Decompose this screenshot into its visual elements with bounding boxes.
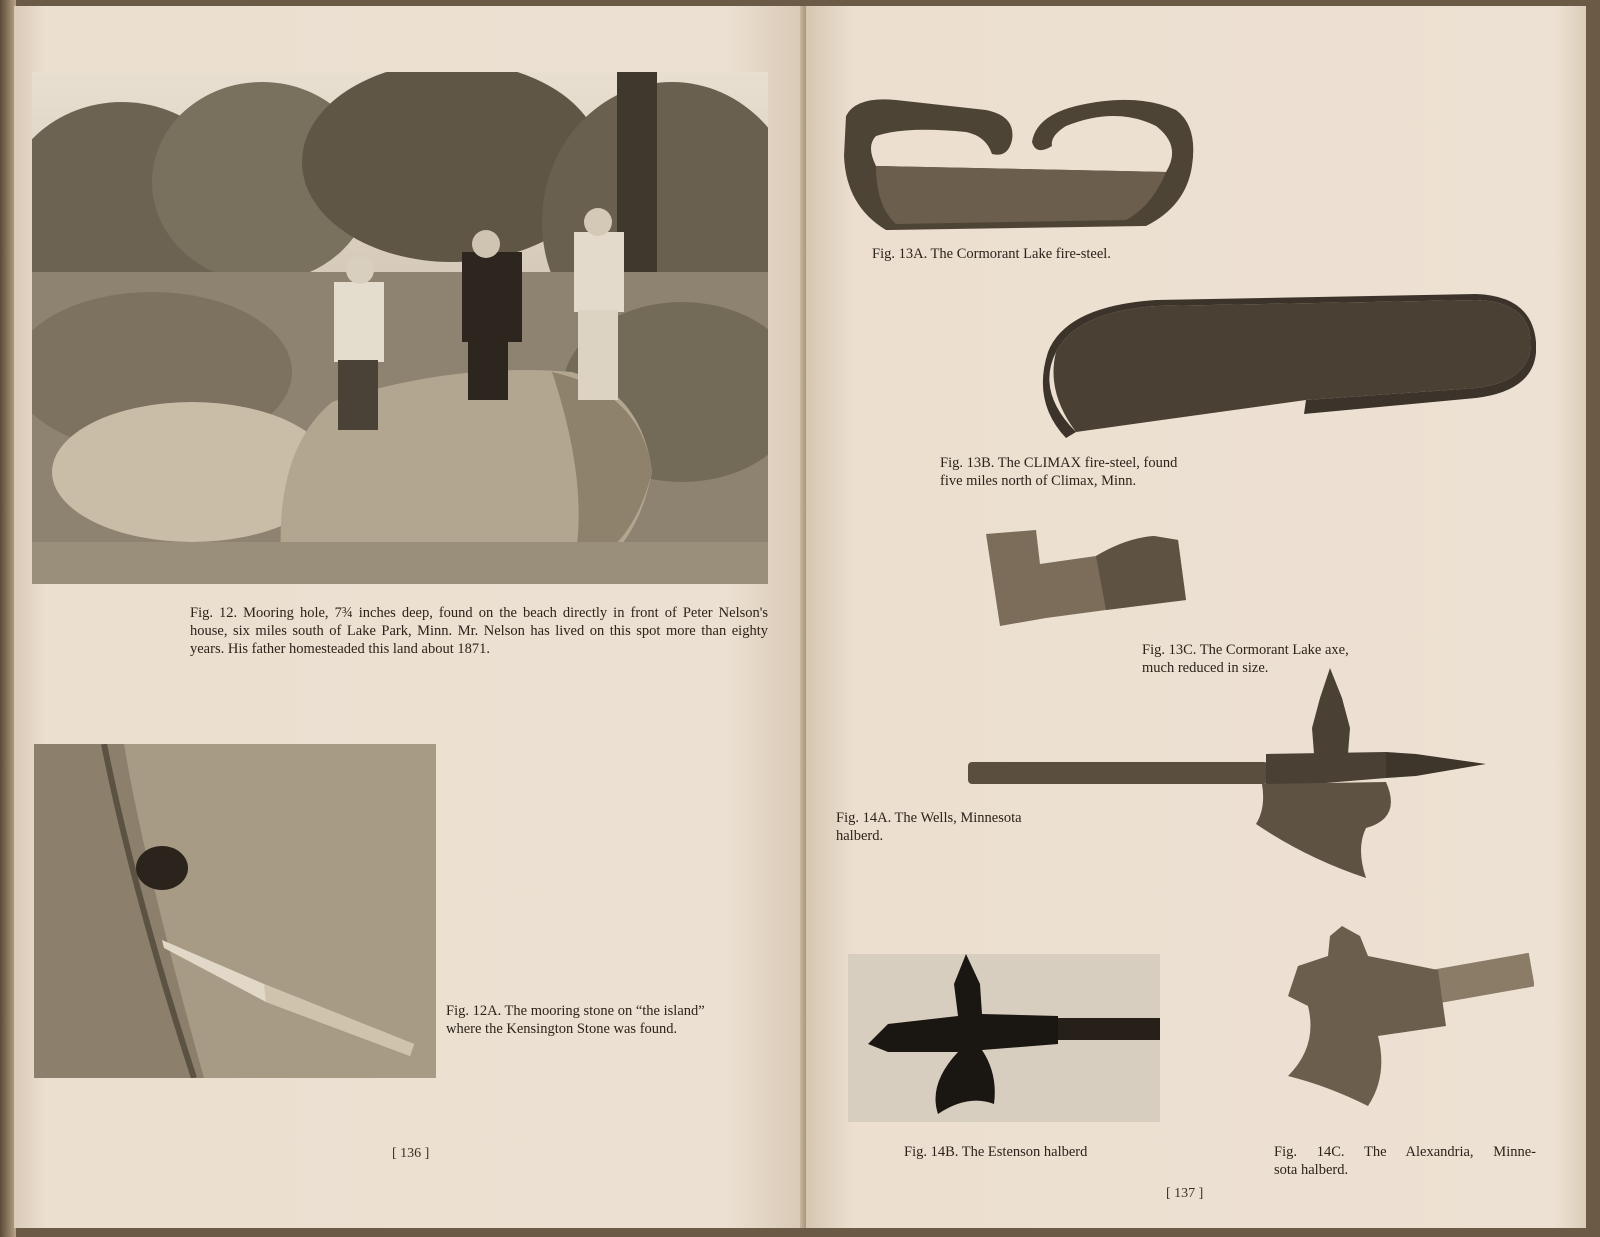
fig14c-caption	[1274, 1143, 1536, 1179]
fig14c-halberd-image	[1288, 926, 1534, 1124]
fig14b-caption: Fig. 14B. The Estenson halberd	[904, 1144, 1088, 1160]
fig12-caption-text: Fig. 12. Mooring hole, 7¾ inches deep, found on the beach directly in front of Peter Nelson's house, six miles south of Lake Park, Minn. Mr. Nelson has lived on this spot more than eighty years. His father homesteaded this land about 1871.	[190, 605, 768, 657]
fig13c-axe-image	[986, 530, 1190, 628]
fig14a-caption-line1: Fig. 14A. The Wells, Minnesota	[836, 810, 1022, 826]
fig13a-caption: Fig. 13A. The Cormorant Lake fire-steel.	[872, 246, 1111, 262]
fig12a-caption	[446, 1002, 786, 1038]
left-page-number: [ 136 ]	[392, 1146, 430, 1161]
fig14c-caption-line2: sota halberd.	[1274, 1162, 1349, 1178]
fig13c-caption-line2: much reduced in size.	[1142, 660, 1269, 676]
fig12-caption	[190, 604, 768, 658]
fig13b-caption	[940, 454, 1177, 490]
right-page-number: [ 137 ]	[1166, 1186, 1204, 1201]
fig13a-fire-steel-image	[836, 86, 1202, 236]
fig14c-caption-line1: Fig. 14C. The Alexandria, Minne-	[1274, 1144, 1536, 1160]
fig12a-caption-line1: Fig. 12A. The mooring stone on “the island”	[446, 1003, 705, 1019]
fig12a-caption-line2: where the Kensington Stone was found.	[446, 1021, 678, 1037]
fig14a-halberd-image	[966, 668, 1488, 886]
fig13b-caption-line2: five miles north of Climax, Minn.	[940, 473, 1137, 489]
fig14b-photo	[848, 954, 1160, 1122]
fig12-photo	[32, 72, 768, 584]
fig13b-caption-line1: Fig. 13B. The CLIMAX fire-steel, found	[940, 455, 1178, 471]
fig14a-caption-line2: halberd.	[836, 828, 884, 844]
fig13c-caption-line1: Fig. 13C. The Cormorant Lake axe,	[1142, 642, 1349, 658]
fig12a-photo	[34, 744, 436, 1078]
fig13b-fire-steel-image	[1036, 292, 1536, 442]
fig14a-caption	[836, 809, 1022, 845]
